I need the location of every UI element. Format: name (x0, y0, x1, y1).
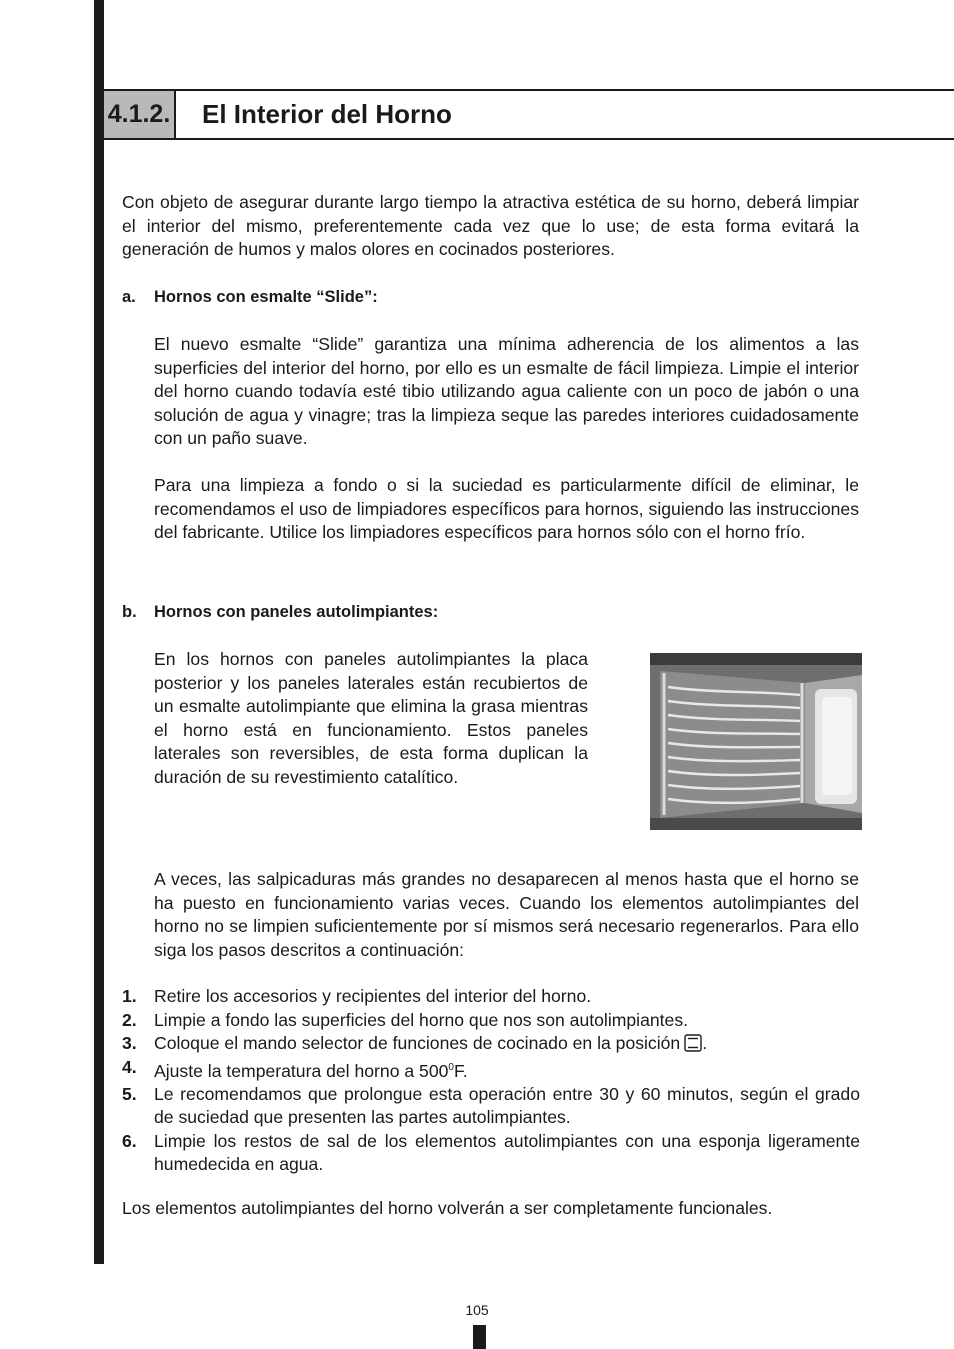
step-3 (154, 1032, 860, 1056)
regeneration-steps (122, 985, 860, 1177)
part-a-paragraph-1: El nuevo esmalte “Slide” garantiza una mínima adherencia de los alimentos a las superficies del interior del horno, por ello es un esmalte de fácil limpieza. Limpie el interior del horno cuando todavía esté tibio utilizando agua caliente con un poco de jabón o una solución de agua y vinagre; tras la limpieza seque las paredes interiores cuidadosamente con un paño suave. (154, 334, 859, 448)
list-item (122, 1032, 860, 1056)
page-number: 105 (465, 1302, 489, 1318)
part-b-title: Hornos con paneles autolimpiantes: (154, 603, 439, 621)
list-item (122, 1009, 860, 1033)
part-b-paragraph-2: A veces, las salpicaduras más grandes no desaparecen al menos hasta que el horno se ha puesto en funcionamiento varias veces. Cuando los elementos autolimpiantes del horno no se limpien suficientemente por sí mismos será necesario regenerarlos. Para ello siga los pasos descritos a continuación: (154, 869, 859, 960)
part-a-paragraph-2: Para una limpieza a fondo o si la suciedad es particularmente difícil de eliminar, le recomendamos el uso de limpiadores específicos para hornos, siguiendo las instrucciones del fabricante. Utilice los limpiadores específicos para hornos sólo con el horno frío. (154, 475, 859, 542)
section-number: 4.1.2. (104, 91, 176, 138)
oven-function-icon (684, 1034, 702, 1052)
step-text: Retire los accesorios y recipientes del interior del horno. (154, 986, 592, 1006)
closing-paragraph: Los elementos autolimpiantes del horno volverán a ser completamente funcionales. (122, 1198, 773, 1218)
step-number: 6. (122, 1130, 137, 1151)
step-text: Coloque el mando selector de funciones de cocinado en la posición (154, 1033, 681, 1053)
step-suffix: F. (453, 1060, 468, 1081)
part-a-heading (122, 288, 378, 307)
part-a-letter: a. (122, 288, 136, 306)
part-b-paragraph-1: En los hornos con paneles autolimpiantes la placa posterior y los paneles laterales están recubiertos de un esmalte autolimpiante que elimina la grasa mientras el horno está en funcionamiento. Estos paneles laterales son reversibles, de esta forma duplican la duración de su revestimiento catalítico. (154, 649, 588, 787)
step-text: Ajuste la temperatura del horno a 500 (154, 1060, 449, 1081)
degree-superscript: 0 (448, 1061, 454, 1073)
part-b-letter: b. (122, 603, 137, 621)
section-title: El Interior del Horno (202, 99, 452, 129)
step-text: Le recomendamos que prolongue esta operación entre 30 y 60 minutos, según el grado de suciedad que presenten las partes autolimpiantes. (154, 1083, 860, 1128)
oven-interior-photo (650, 653, 862, 830)
step-number: 2. (122, 1009, 137, 1030)
step-number: 3. (122, 1033, 137, 1053)
list-item (122, 985, 860, 1009)
step-text: Limpie a fondo las superficies del horno que nos son autolimpiantes. (154, 1009, 689, 1030)
step-4 (154, 1056, 860, 1083)
part-b-heading (122, 603, 438, 622)
list-item (122, 1056, 860, 1083)
step-text: Limpie los restos de sal de los elementos autolimpiantes con una esponja ligeramente humedecida en agua. (154, 1130, 860, 1175)
part-a-title: Hornos con esmalte “Slide”: (154, 288, 378, 306)
step-number: 5. (122, 1083, 137, 1104)
step-number: 1. (122, 986, 137, 1006)
intro-paragraph: Con objeto de asegurar durante largo tiempo la atractiva estética de su horno, deberá limpiar el interior del mismo, preferentemente cada vez que lo use; de esta forma evitará la generación de humos y malos olores en cocinados posteriores. (122, 192, 859, 259)
list-item (122, 1083, 860, 1130)
step-number: 4. (122, 1056, 137, 1077)
list-item (122, 1130, 860, 1177)
step-suffix: . (702, 1033, 708, 1053)
page-margin-bar (94, 0, 104, 1264)
header-rule-bottom (104, 138, 954, 140)
page-tab-marker (473, 1325, 486, 1349)
